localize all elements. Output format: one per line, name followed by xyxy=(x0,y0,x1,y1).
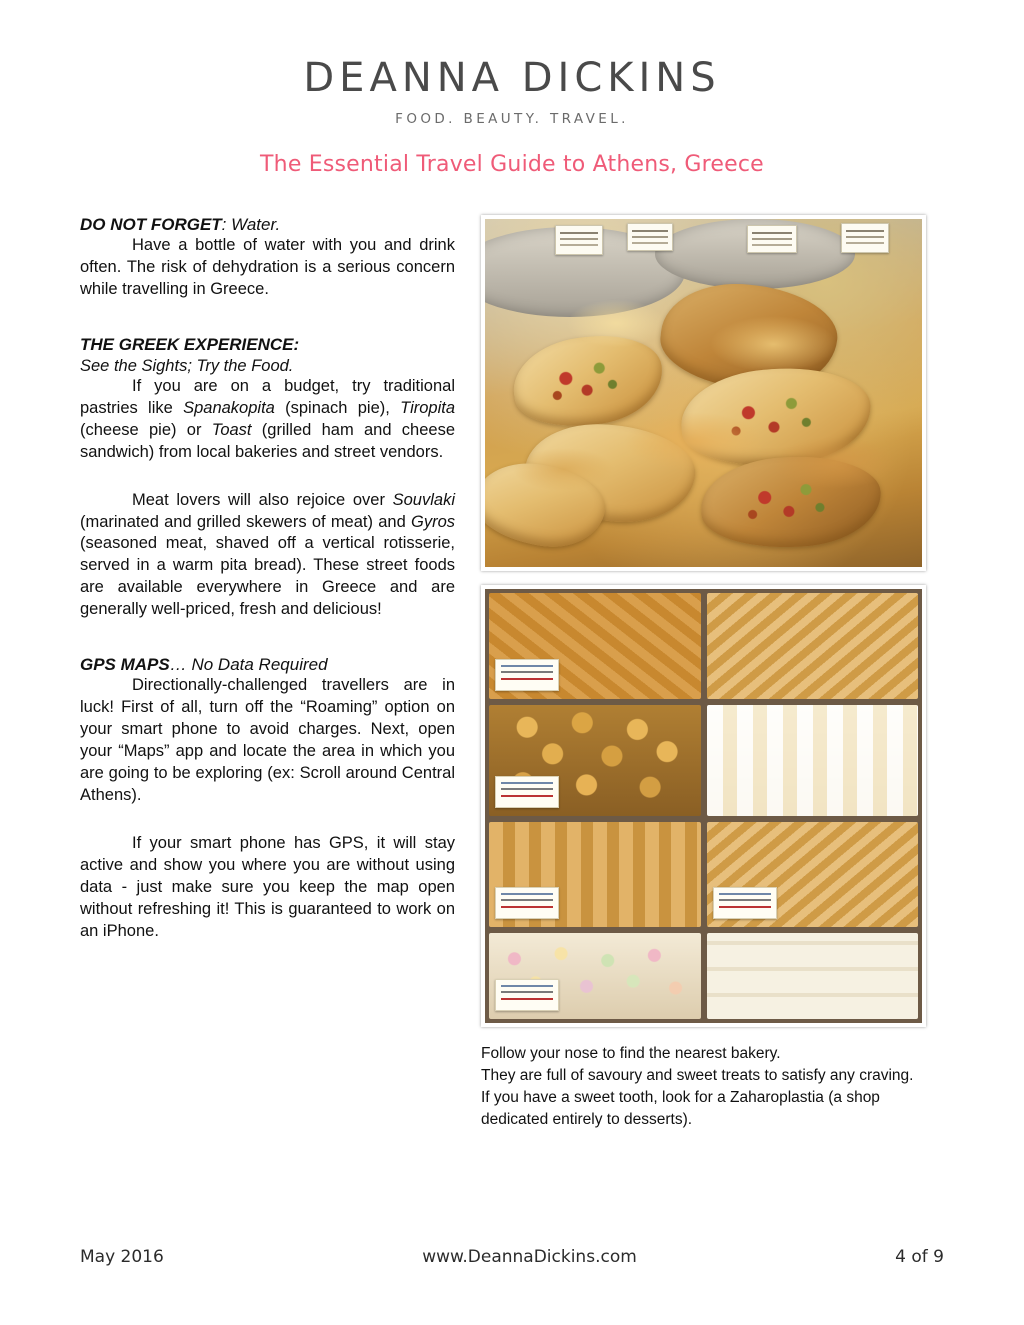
pastry-shape xyxy=(521,418,699,528)
price-sign xyxy=(555,225,603,255)
masthead xyxy=(80,0,944,127)
body-text: If you are on a budget, try traditional pastries like xyxy=(80,376,455,417)
heading-rest-text: : Water. xyxy=(221,215,281,234)
case-shelf-item xyxy=(489,822,701,928)
brand-tagline: FOOD. BEAUTY. TRAVEL. xyxy=(395,111,629,127)
section-subheading: See the Sights; Try the Food. xyxy=(80,356,294,375)
body-text: (spinach pie), xyxy=(274,398,401,417)
case-shelf-item xyxy=(489,593,701,699)
footer-website[interactable]: www.DeannaDickins.com xyxy=(422,1247,637,1267)
term-gyros: Gyros xyxy=(410,512,455,531)
body-text: (cheese pie) or xyxy=(80,420,212,439)
pastry-shape xyxy=(699,452,883,551)
page-title: The Essential Travel Guide to Athens, Greece xyxy=(260,152,764,177)
pastry-topping xyxy=(725,470,857,534)
pastry-topping xyxy=(706,382,847,453)
section-greek-experience xyxy=(80,335,455,621)
caption-line-2: They are full of savoury and sweet treats to satisfy any craving. xyxy=(481,1067,914,1084)
case-shelf-item xyxy=(707,705,919,816)
price-sign xyxy=(627,223,673,251)
heading-rest-text: … No Data Required xyxy=(169,655,328,675)
footer-date: May 2016 xyxy=(80,1247,164,1267)
case-shelf-item xyxy=(707,822,919,928)
price-sign xyxy=(747,225,797,253)
section-do-not-forget xyxy=(80,215,455,301)
page-footer xyxy=(80,1247,944,1267)
section-gps-maps xyxy=(80,655,455,942)
heading-bold-text: GPS MAPS xyxy=(80,655,170,675)
image-caption xyxy=(481,1043,918,1131)
photo-content xyxy=(485,589,922,1023)
price-label xyxy=(495,979,559,1011)
spacer xyxy=(80,621,455,655)
term-spanakopita: Spanakopita xyxy=(183,398,275,417)
case-shelf-item xyxy=(489,705,701,816)
section-heading: THE GREEK EXPERIENCE: xyxy=(80,334,300,354)
pastry-topping xyxy=(531,346,646,417)
image-column xyxy=(481,215,918,1131)
bakery-pastries-photo xyxy=(481,215,926,571)
body-text: (seasoned meat, shaved off a vertical rotisserie, served in a warm pita bread). These street foods are available everywhere in Greece and are generally well-priced, fresh and delicious! xyxy=(80,534,455,619)
tray-shape xyxy=(485,227,685,317)
caption-line-1: Follow your nose to find the nearest bakery. xyxy=(481,1045,781,1062)
price-label xyxy=(495,659,559,691)
pastry-shape xyxy=(485,454,611,555)
section-heading xyxy=(80,215,455,235)
case-shelf-item xyxy=(489,933,701,1019)
photo-content xyxy=(485,219,922,567)
term-tiropita: Tiropita xyxy=(400,398,456,417)
price-label xyxy=(713,887,777,919)
section-heading xyxy=(80,655,455,675)
body-text: (marinated and grilled skewers of meat) and xyxy=(80,512,411,531)
section-body-paragraph-2: If your smart phone has GPS, it will stay active and show you where you are without using data - just make sure you keep the map open without refreshing it! This is guaranteed to work on an iPhone. xyxy=(80,833,455,940)
content-columns xyxy=(80,215,944,1131)
section-body: Have a bottle of water with you and drink often. The risk of dehydration is a serious concern while travelling in Greece. xyxy=(80,236,455,298)
tray-shape xyxy=(655,219,855,289)
price-label xyxy=(495,776,559,808)
text-column xyxy=(80,215,455,943)
section-body-paragraph-1: Directionally-challenged travellers are in luck! First of all, turn off the “Roaming” option on your smart phone to avoid charges. Next, open your “Maps” app and locate the area in which you are going to be exploring (ex: Scroll around Central Athens). xyxy=(80,676,455,804)
section-body-paragraph-1 xyxy=(80,376,455,464)
caption-line-3: If you have a sweet tooth, look for a Zaharoplastia (a shop dedicated entirely to desserts). xyxy=(481,1089,880,1128)
price-label xyxy=(495,887,559,919)
body-text: Meat lovers will also rejoice over xyxy=(132,490,393,509)
case-shelf-item xyxy=(707,593,919,699)
brand-title: DEANNA DICKINS xyxy=(303,55,721,101)
pastry-shape xyxy=(678,362,874,471)
spacer xyxy=(80,807,455,833)
heading-bold-text: DO NOT FORGET xyxy=(80,215,222,234)
footer-page-number: 4 of 9 xyxy=(895,1247,944,1267)
spacer xyxy=(80,464,455,490)
term-toast: Toast xyxy=(211,420,252,439)
bakery-display-case-photo xyxy=(481,585,926,1027)
price-sign xyxy=(841,223,889,253)
term-souvlaki: Souvlaki xyxy=(392,490,455,509)
body-text: (grilled ham and cheese sandwich) from local bakeries and street vendors. xyxy=(80,420,456,461)
case-shelf-item xyxy=(707,933,919,1019)
pastry-shape xyxy=(508,327,669,435)
spacer xyxy=(80,301,455,335)
section-body-paragraph-2 xyxy=(80,490,455,622)
pastry-shape xyxy=(656,276,842,398)
